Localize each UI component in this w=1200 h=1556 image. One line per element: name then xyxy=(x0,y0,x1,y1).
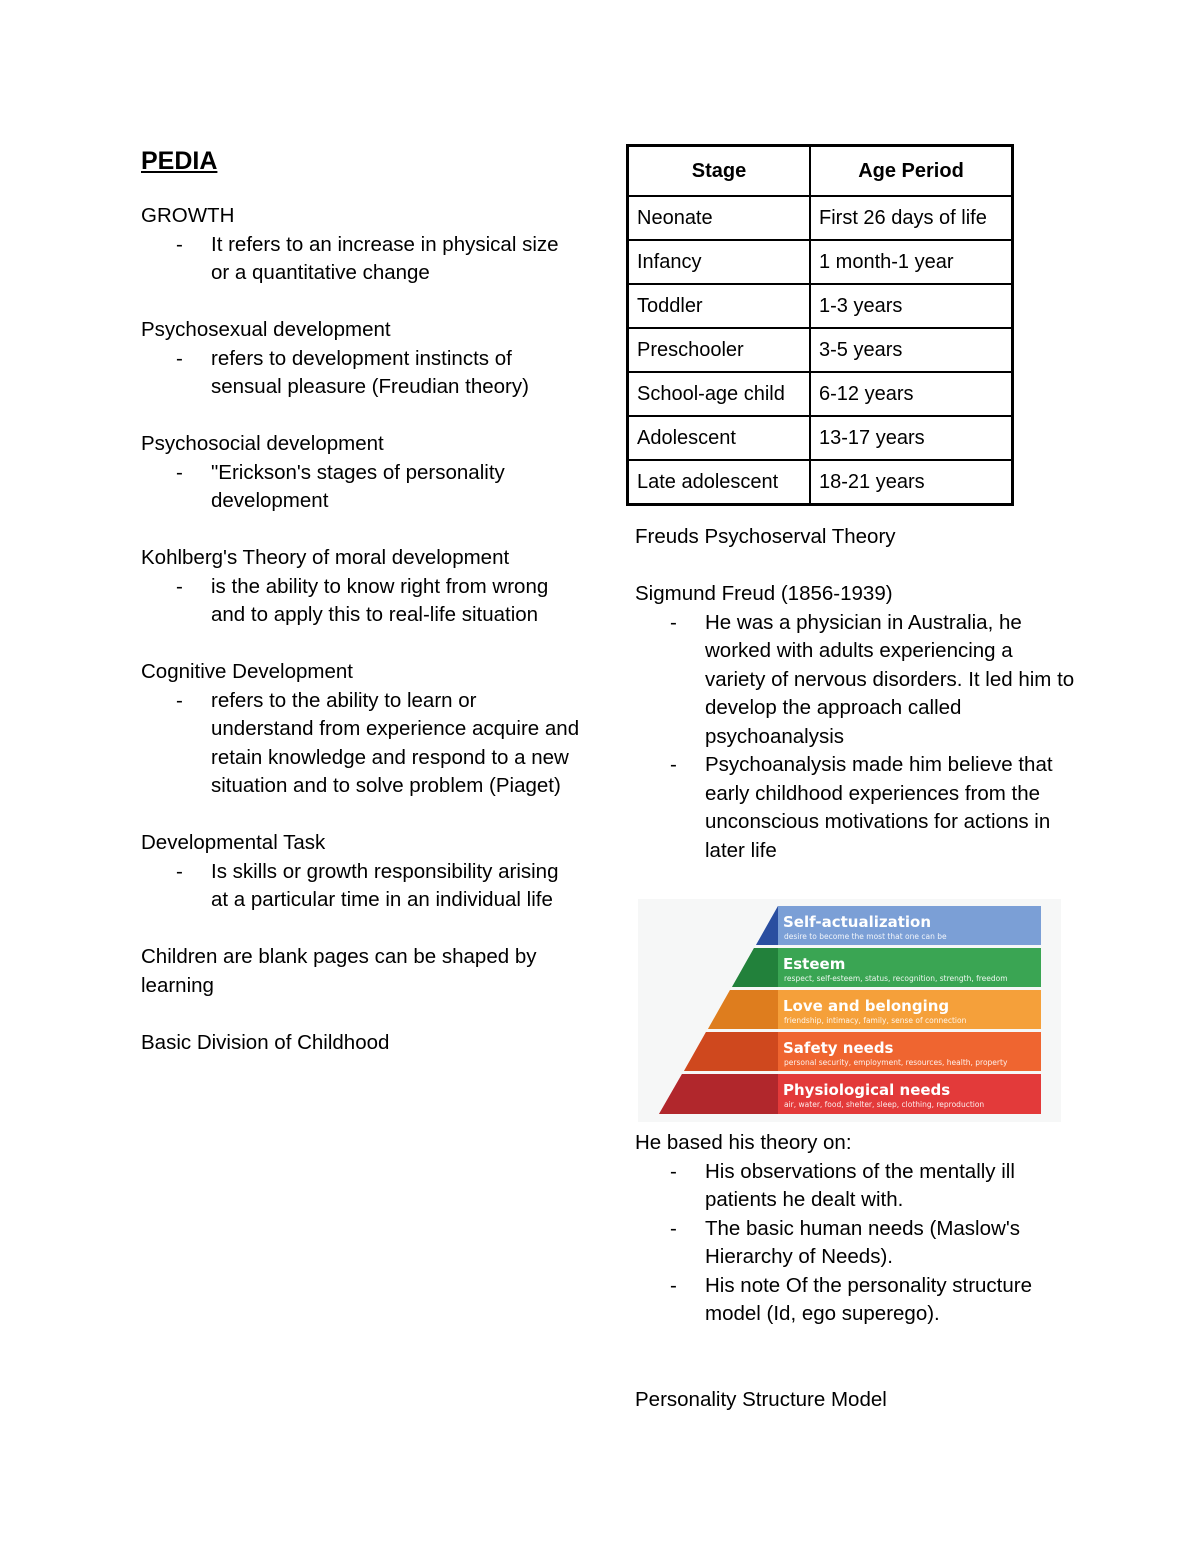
bullet-text: refers to the ability to learn or understand from experience acquire and retain knowledge and respond to a new situation and to solve problem (Piaget) xyxy=(211,688,580,797)
level-edge xyxy=(708,990,778,1029)
level-subtitle: desire to become the most that one can be xyxy=(784,932,947,941)
maslow-pyramid-svg xyxy=(638,899,1061,1122)
section-heading: Kohlberg's Theory of moral development xyxy=(141,546,510,569)
right-column-upper xyxy=(635,523,1075,865)
table-cell: Late adolescent xyxy=(628,460,811,505)
column-header-age-period: Age Period xyxy=(810,146,1013,197)
level-title: Physiological needs xyxy=(783,1081,951,1099)
maslow-pyramid-image xyxy=(638,899,1061,1122)
table-row xyxy=(628,196,1013,240)
childhood-stages-table xyxy=(626,144,1014,506)
bullet-item xyxy=(635,1272,1075,1329)
level-edge xyxy=(732,948,778,987)
table-row xyxy=(628,372,1013,416)
section-heading: Cognitive Development xyxy=(141,660,353,683)
table-cell: 3-5 years xyxy=(810,328,1013,372)
bullet-item xyxy=(635,1215,1075,1272)
dash-bullet: - xyxy=(670,1216,677,1240)
bullet-text: His observations of the mentally ill patients he dealt with. xyxy=(705,1159,1015,1211)
level-subtitle: friendship, intimacy, family, sense of connection xyxy=(784,1016,967,1025)
level-title: Love and belonging xyxy=(783,997,950,1015)
page-title: PEDIA xyxy=(141,147,218,175)
pyramid-level-safety xyxy=(684,1032,1041,1071)
bullet-item xyxy=(635,751,1075,865)
section-heading: Developmental Task xyxy=(141,831,326,854)
pyramid-level-love-belonging xyxy=(708,990,1041,1029)
section-cognitive xyxy=(141,658,581,801)
bullet-item xyxy=(635,1158,1075,1215)
theory-basis-heading: He based his theory on: xyxy=(635,1131,852,1154)
paragraph-basic-division: Basic Division of Childhood xyxy=(141,1030,390,1054)
pyramid-level-physiological xyxy=(659,1074,1041,1114)
section-growth xyxy=(141,202,581,288)
table-row xyxy=(628,460,1013,505)
table-cell: First 26 days of life xyxy=(810,196,1013,240)
section-developmental-task xyxy=(141,829,581,915)
bullet-text: "Erickson's stages of personality development xyxy=(211,460,505,512)
table-cell: School-age child xyxy=(628,372,811,416)
table-cell: Toddler xyxy=(628,284,811,328)
column-header-stage: Stage xyxy=(628,146,811,197)
table-cell: 1 month-1 year xyxy=(810,240,1013,284)
section-kohlberg xyxy=(141,544,581,630)
bullet-item xyxy=(141,345,581,402)
table-cell: 6-12 years xyxy=(810,372,1013,416)
level-edge xyxy=(684,1032,778,1071)
table-cell: Adolescent xyxy=(628,416,811,460)
level-edge xyxy=(659,1074,778,1114)
table-row xyxy=(628,240,1013,284)
dash-bullet: - xyxy=(176,232,183,256)
table-cell: 18-21 years xyxy=(810,460,1013,505)
bullet-text: The basic human needs (Maslow's Hierarchy of Needs). xyxy=(705,1216,1020,1268)
bullet-text: His note Of the personality structure model (Id, ego superego). xyxy=(705,1273,1033,1325)
dash-bullet: - xyxy=(176,460,183,484)
bullet-item xyxy=(141,858,581,915)
pyramid-level-esteem xyxy=(732,948,1041,987)
section-heading: Psychosocial development xyxy=(141,432,384,455)
table-cell: Infancy xyxy=(628,240,811,284)
level-subtitle: respect, self-esteem, status, recognition, strength, freedom xyxy=(784,974,1008,983)
bullet-text: Is skills or growth responsibility arising at a particular time in an individual life xyxy=(211,859,559,911)
table-cell: Neonate xyxy=(628,196,811,240)
dash-bullet: - xyxy=(670,1273,677,1297)
level-subtitle: personal security, employment, resources, health, property xyxy=(784,1058,1008,1067)
pyramid-level-self-actualization xyxy=(756,906,1041,945)
dash-bullet: - xyxy=(176,574,183,598)
bullet-item xyxy=(635,609,1075,752)
section-psychosexual xyxy=(141,316,581,402)
left-column xyxy=(141,146,581,1057)
right-column-lower xyxy=(635,1129,1075,1414)
table-cell: 13-17 years xyxy=(810,416,1013,460)
section-heading: GROWTH xyxy=(141,204,235,227)
bullet-text: He was a physician in Australia, he worked with adults experiencing a variety of nervous disorders. It led him to develop the approach called psychoanalysis xyxy=(705,610,1075,748)
bullet-item xyxy=(141,231,581,288)
bullet-item xyxy=(141,687,581,801)
section-psychosocial xyxy=(141,430,581,516)
freud-theory-heading: Freuds Psychoserval Theory xyxy=(635,525,896,548)
section-heading: Psychosexual development xyxy=(141,318,391,341)
level-title: Self-actualization xyxy=(783,913,932,931)
bullet-text: Psychoanalysis made him believe that early childhood experiences from the unconscious motivations for actions in later life xyxy=(705,753,1053,862)
table-row xyxy=(628,416,1013,460)
table-row xyxy=(628,328,1013,372)
bullet-item xyxy=(141,573,581,630)
table-header-row xyxy=(628,146,1013,197)
dash-bullet: - xyxy=(176,859,183,883)
bullet-item xyxy=(141,459,581,516)
bullet-text: refers to development instincts of sensual pleasure (Freudian theory) xyxy=(211,346,529,398)
personality-structure-heading: Personality Structure Model xyxy=(635,1387,887,1411)
dash-bullet: - xyxy=(670,610,677,634)
level-subtitle: air, water, food, shelter, sleep, clothing, reproduction xyxy=(784,1100,985,1109)
dash-bullet: - xyxy=(176,688,183,712)
level-title: Esteem xyxy=(783,955,846,973)
table-cell: 1-3 years xyxy=(810,284,1013,328)
dash-bullet: - xyxy=(176,346,183,370)
bullet-text: It refers to an increase in physical size or a quantitative change xyxy=(211,232,559,284)
table-cell: Preschooler xyxy=(628,328,811,372)
dash-bullet: - xyxy=(670,1159,677,1183)
bullet-text: is the ability to know right from wrong and to apply this to real-life situation xyxy=(211,574,549,626)
paragraph-blank-pages: Children are blank pages can be shaped by learning xyxy=(141,945,537,997)
level-edge xyxy=(756,906,778,945)
dash-bullet: - xyxy=(670,753,677,776)
level-title: Safety needs xyxy=(783,1039,894,1057)
table-row xyxy=(628,284,1013,328)
sigmund-freud-heading: Sigmund Freud (1856-1939) xyxy=(635,582,893,605)
